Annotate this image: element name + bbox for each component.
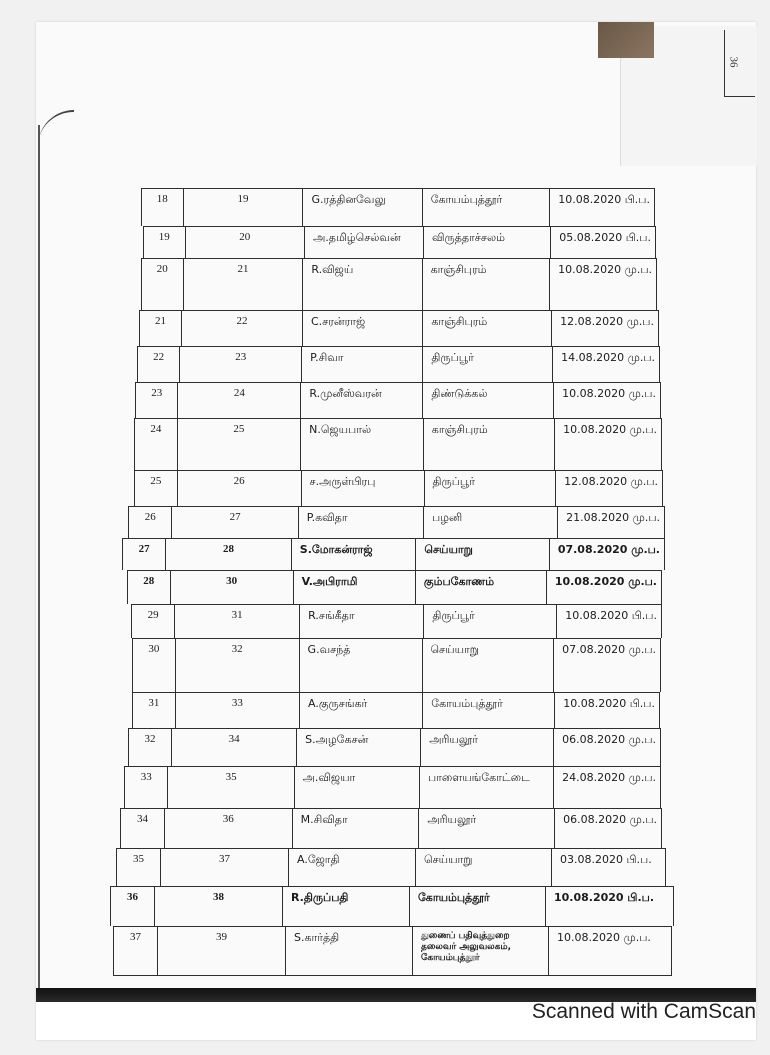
number-cell: 24 <box>178 383 301 418</box>
serial-cell: 36 <box>111 887 155 926</box>
name-cell: R.திருப்பதி <box>283 887 410 926</box>
number-cell: 36 <box>165 809 293 848</box>
serial-cell: 23 <box>136 383 178 418</box>
name-cell: P.கவிதா <box>299 507 424 538</box>
serial-cell: 20 <box>142 259 184 310</box>
serial-cell: 32 <box>129 729 172 766</box>
date-cell: 07.08.2020 மு.ப. <box>562 643 657 656</box>
table-row <box>141 188 655 226</box>
number-cell: 28 <box>166 539 292 570</box>
number-cell: 38 <box>155 887 283 926</box>
place-cell: காஞ்சிபுரம் <box>424 419 555 470</box>
serial-cell: 24 <box>135 419 178 470</box>
serial-cell: 28 <box>128 571 171 604</box>
place-cell: அரியலூர் <box>419 809 555 848</box>
camscanner-watermark: Scanned with CamScan <box>531 1000 756 1023</box>
date-cell: 07.08.2020 மு.ப. <box>557 543 660 556</box>
table-row <box>134 418 662 470</box>
table-row <box>141 258 657 310</box>
table-row <box>132 692 660 728</box>
date-cell: 12.08.2020 மு.ப. <box>564 475 659 488</box>
number-cell: 26 <box>178 471 302 506</box>
table-row <box>110 886 674 926</box>
number-cell: 33 <box>176 693 300 728</box>
table-row <box>113 926 672 976</box>
place-cell: திருப்பூர் <box>423 347 553 382</box>
serial-cell: 21 <box>140 311 182 346</box>
table-row <box>143 226 656 258</box>
number-cell: 37 <box>161 849 289 886</box>
name-cell: G.வசந்த் <box>300 639 423 692</box>
place-cell: பழனி <box>424 507 558 538</box>
number-cell: 25 <box>178 419 301 470</box>
serial-cell: 19 <box>144 227 186 258</box>
number-cell: 20 <box>186 227 306 258</box>
serial-cell: 29 <box>132 605 175 638</box>
name-cell: P.சிவா <box>302 347 423 382</box>
serial-cell: 34 <box>121 809 165 848</box>
page-number: 36 <box>727 56 740 68</box>
serial-cell: 37 <box>114 927 158 975</box>
table-row <box>116 848 666 886</box>
date-cell: 10.08.2020 பி.ப. <box>558 193 650 206</box>
date-cell: 10.08.2020 பி.ப. <box>563 697 655 710</box>
serial-cell: 27 <box>123 539 166 570</box>
table-row <box>134 470 663 506</box>
date-cell: 05.08.2020 பி.ப. <box>559 231 651 244</box>
date-cell: 10.08.2020 மு.ப. <box>557 931 651 944</box>
name-cell: R.விஜய் <box>303 259 422 310</box>
serial-cell: 31 <box>133 693 176 728</box>
place-cell: காஞ்சிபுரம் <box>423 311 552 346</box>
date-cell: 10.08.2020 பி.ப. <box>554 891 654 904</box>
table-row <box>132 638 661 692</box>
number-cell: 34 <box>172 729 297 766</box>
place-cell: திண்டுக்கல் <box>423 383 554 418</box>
place-cell: கும்பகோணம் <box>416 571 547 604</box>
place-cell: விருத்தாச்சலம் <box>424 227 551 258</box>
place-cell: அரியலூர் <box>421 729 554 766</box>
name-cell: G.ரத்தினவேலு <box>303 189 422 226</box>
table-row <box>127 570 662 604</box>
serial-cell: 22 <box>138 347 180 382</box>
serial-cell: 30 <box>133 639 176 692</box>
table-row <box>128 506 665 538</box>
name-cell: A.குருசங்கர் <box>300 693 423 728</box>
table-row <box>124 766 661 808</box>
place-cell: செய்யாறு <box>416 849 552 886</box>
place-cell: கோயம்புத்தூர் <box>423 189 551 226</box>
date-cell: 10.08.2020 மு.ப. <box>562 387 656 400</box>
number-cell: 19 <box>184 189 304 226</box>
table-row <box>135 382 661 418</box>
date-cell: 24.08.2020 மு.ப. <box>562 771 656 784</box>
date-cell: 10.08.2020 மு.ப. <box>558 263 653 276</box>
name-cell: S.மோகன்ராஜ் <box>292 539 417 570</box>
serial-cell: 25 <box>135 471 178 506</box>
table-row <box>131 604 662 638</box>
number-cell: 32 <box>176 639 300 692</box>
date-cell: 06.08.2020 மு.ப. <box>562 733 656 746</box>
name-cell: R.சங்கீதா <box>300 605 424 638</box>
table-row <box>120 808 662 848</box>
name-cell: S.கார்த்தி <box>286 927 413 975</box>
serial-cell: 33 <box>125 767 168 808</box>
place-cell: கோயம்புத்தூர் <box>410 887 546 926</box>
serial-cell: 35 <box>117 849 161 886</box>
place-cell: காஞ்சிபுரம் <box>423 259 551 310</box>
name-cell: S.அழகேசன் <box>297 729 421 766</box>
date-cell: 14.08.2020 மு.ப. <box>561 351 655 364</box>
date-cell: 03.08.2020 பி.ப. <box>560 853 652 866</box>
number-cell: 23 <box>180 347 302 382</box>
name-cell: M.சிவிதா <box>293 809 420 848</box>
number-cell: 31 <box>175 605 300 638</box>
place-cell: செய்யாறு <box>416 539 549 570</box>
number-cell: 30 <box>171 571 294 604</box>
date-cell: 10.08.2020 மு.ப. <box>554 575 657 588</box>
place-cell: கோயம்புத்தூர் <box>423 693 555 728</box>
number-cell: 21 <box>184 259 304 310</box>
date-cell: 12.08.2020 மு.ப. <box>560 315 654 328</box>
number-cell: 35 <box>168 767 294 808</box>
place-cell: துணைப் பதிவுத்துறை தலைவர் அலுவலகம், கோயம்புத்தூர் <box>413 927 549 975</box>
table-row <box>128 728 661 766</box>
name-cell: ச.அருள்பிரபு <box>302 471 425 506</box>
number-cell: 27 <box>172 507 298 538</box>
place-cell: பாளையங்கோட்டை <box>420 767 554 808</box>
place-cell: செய்யாறு <box>423 639 555 692</box>
name-cell: V.அபிராமி <box>294 571 416 604</box>
name-cell: அ.தமிழ்செல்வன் <box>305 227 424 258</box>
serial-cell: 18 <box>142 189 184 226</box>
table-row <box>139 310 659 346</box>
table-row <box>137 346 660 382</box>
date-cell: 21.08.2020 மு.ப. <box>566 511 660 524</box>
serial-cell: 26 <box>129 507 172 538</box>
name-cell: C.சரன்ராஜ் <box>303 311 423 346</box>
name-cell: N.ஜெயபால் <box>301 419 424 470</box>
number-cell: 39 <box>158 927 286 975</box>
place-cell: திருப்பூர் <box>424 605 557 638</box>
number-cell: 22 <box>182 311 303 346</box>
date-cell: 06.08.2020 மு.ப. <box>563 813 657 826</box>
date-cell: 10.08.2020 மு.ப. <box>563 423 657 436</box>
name-cell: A.ஜோதி <box>289 849 416 886</box>
table-row <box>122 538 665 570</box>
place-cell: திருப்பூர் <box>425 471 557 506</box>
name-cell: R.முனீஸ்வரன் <box>301 383 423 418</box>
name-cell: அ.விஜயா <box>295 767 420 808</box>
date-cell: 10.08.2020 பி.ப. <box>565 609 657 622</box>
